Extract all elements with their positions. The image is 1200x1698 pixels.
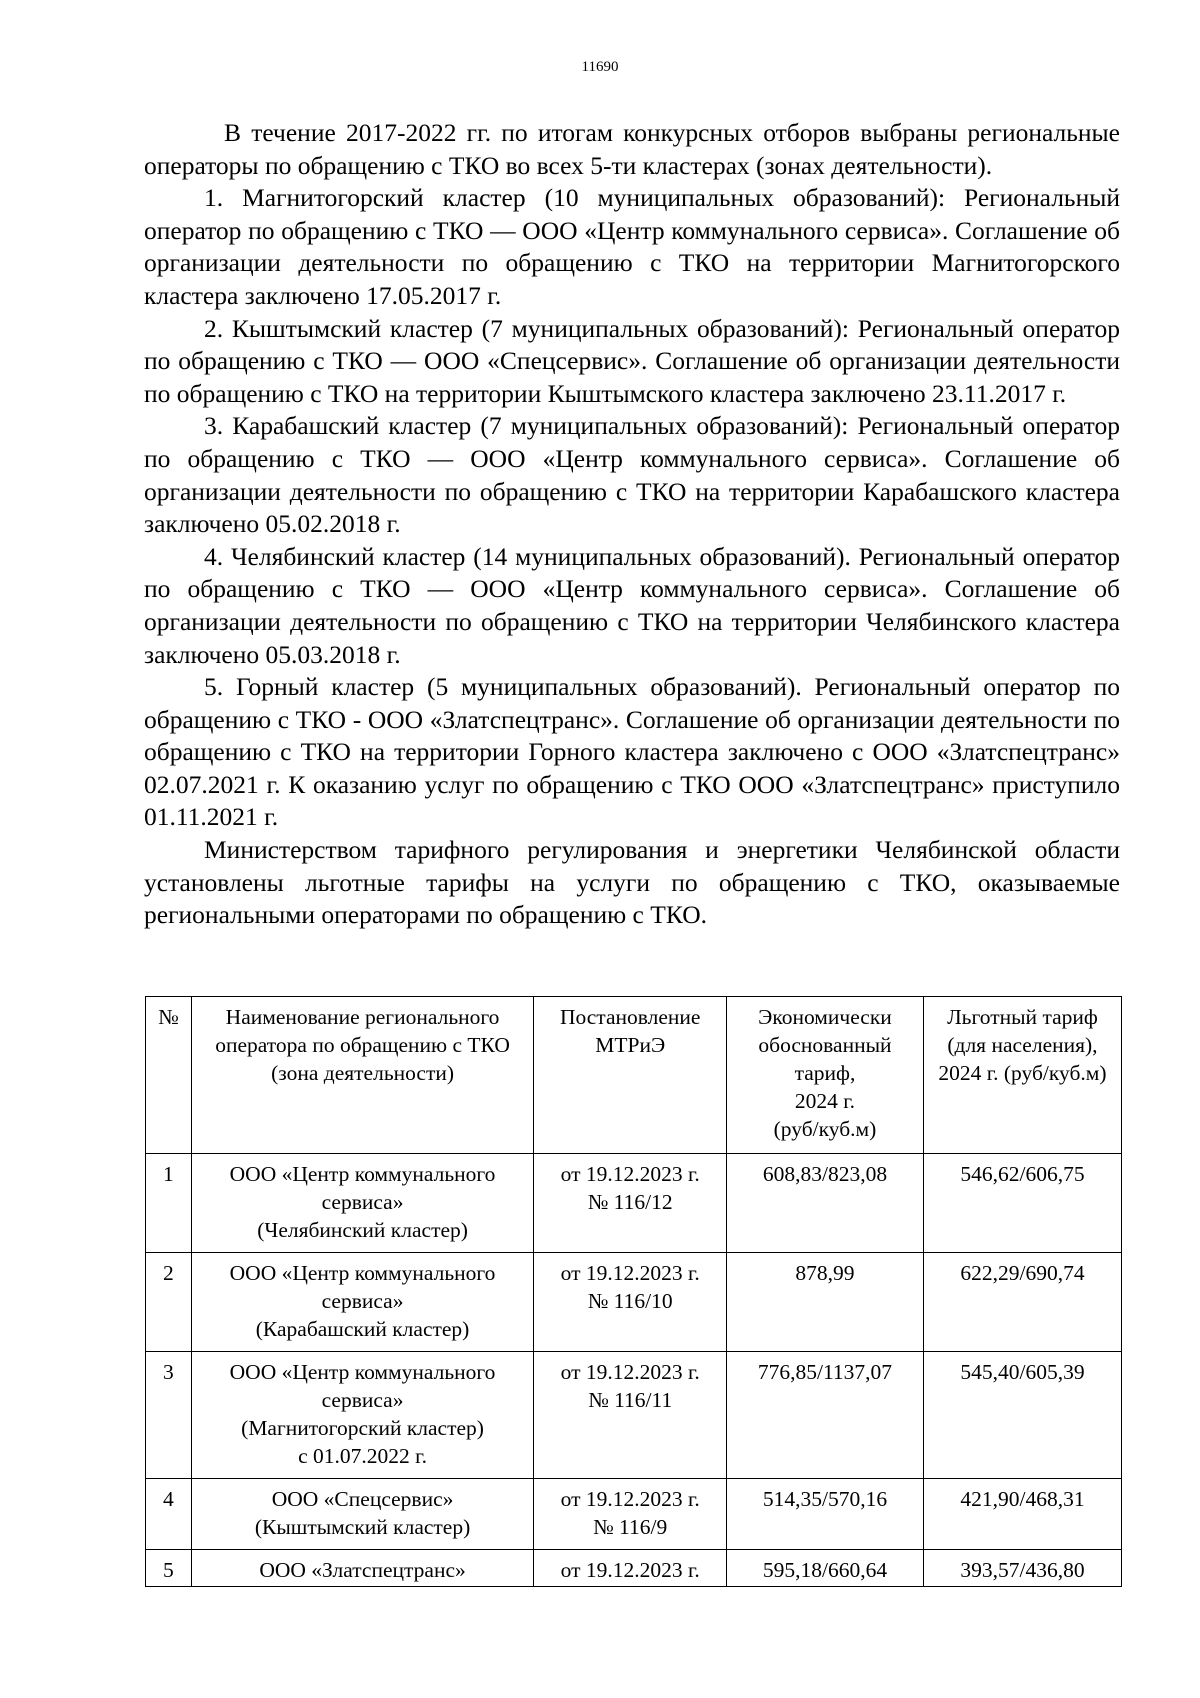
table-row xyxy=(146,1479,1122,1550)
row-operator: ООО «Центр коммунального сервиса» (Челябинский кластер) xyxy=(191,1154,534,1253)
header-economic-tariff: Экономически обоснованный тариф, 2024 г. (руб/куб.м) xyxy=(727,997,924,1154)
cluster-paragraph-karabash: 3. Карабашский кластер (7 муниципальных образований): Региональный оператор по обращению с ТКО — ООО «Центр коммунального сервиса». Соглашение об организации деятельности по обращению с ТКО на территории Карабашского кластера заключено 05.02.2018 г. xyxy=(144,411,1120,539)
row-economic-tariff: 878,99 xyxy=(727,1253,924,1352)
tariff-table xyxy=(145,996,1122,1587)
row-number: 1 xyxy=(146,1154,192,1253)
table-row xyxy=(146,1253,1122,1352)
header-number: № xyxy=(146,997,192,1154)
tariff-intro-paragraph: Министерством тарифного регулирования и энергетики Челябинской области установлены льготные тарифы на услуги по обращению с ТКО, оказываемые региональными операторами по обращению с ТКО. xyxy=(144,835,1120,930)
header-operator: Наименование регионального оператора по обращению с ТКО (зона деятельности) xyxy=(191,997,534,1154)
row-operator: ООО «Центр коммунального сервиса» (Карабашский кластер) xyxy=(191,1253,534,1352)
page-number: 11690 xyxy=(581,59,619,75)
row-operator: ООО «Златспецтранс» xyxy=(191,1550,534,1587)
row-decree: от 19.12.2023 г. xyxy=(534,1550,727,1587)
cluster-paragraph-magnitogorsk: 1. Магнитогорский кластер (10 муниципальных образований): Региональный оператор по обращению с ТКО — ООО «Центр коммунального сервиса». Соглашение об организации деятельности по обращению с ТКО на территории Магнитогорского кластера заключено 17.05.2017 г. xyxy=(144,183,1120,310)
cluster-paragraph-kyshtym: 2. Кыштымский кластер (7 муниципальных образований): Региональный оператор по обращению с ТКО — ООО «Спецсервис». Соглашение об организации деятельности по обращению с ТКО на территории Кыштымского кластера заключено 23.11.2017 г. xyxy=(144,313,1120,408)
header-decree: Постановление МТРиЭ xyxy=(534,997,727,1154)
table-header-row xyxy=(146,997,1122,1154)
row-number: 3 xyxy=(146,1352,192,1479)
intro-paragraph: В течение 2017-2022 гг. по итогам конкурсных отборов выбраны региональные операторы по обращению с ТКО во всех 5-ти кластерах (зонах деятельности). xyxy=(144,118,1120,180)
row-economic-tariff: 595,18/660,64 xyxy=(727,1550,924,1587)
row-decree: от 19.12.2023 г. № 116/12 xyxy=(534,1154,727,1253)
row-operator: ООО «Спецсервис» (Кыштымский кластер) xyxy=(191,1479,534,1550)
row-preferential-tariff: 546,62/606,75 xyxy=(923,1154,1121,1253)
row-operator: ООО «Центр коммунального сервиса» (Магнитогорский кластер) с 01.07.2022 г. xyxy=(191,1352,534,1479)
table-row xyxy=(146,1154,1122,1253)
row-decree: от 19.12.2023 г. № 116/11 xyxy=(534,1352,727,1479)
header-preferential-tariff: Льготный тариф (для населения), 2024 г. (руб/куб.м) xyxy=(923,997,1121,1154)
table-row xyxy=(146,1550,1122,1587)
row-decree: от 19.12.2023 г. № 116/9 xyxy=(534,1479,727,1550)
row-preferential-tariff: 545,40/605,39 xyxy=(923,1352,1121,1479)
row-preferential-tariff: 393,57/436,80 xyxy=(923,1550,1121,1587)
row-economic-tariff: 608,83/823,08 xyxy=(727,1154,924,1253)
cluster-paragraph-gorny: 5. Горный кластер (5 муниципальных образований). Региональный оператор по обращению с ТКО - ООО «Златспецтранс». Соглашение об организации деятельности по обращению с ТКО на территории Горного кластера заключено с ООО «Златспецтранс» 02.07.2021 г. К оказанию услуг по обращению с ТКО ООО «Златспецтранс» приступило 01.11.2021 г. xyxy=(144,672,1120,832)
document-body xyxy=(144,117,1120,932)
table-row xyxy=(146,1352,1122,1479)
row-economic-tariff: 514,35/570,16 xyxy=(727,1479,924,1550)
row-economic-tariff: 776,85/1137,07 xyxy=(727,1352,924,1479)
row-number: 2 xyxy=(146,1253,192,1352)
row-number: 4 xyxy=(146,1479,192,1550)
row-decree: от 19.12.2023 г. № 116/10 xyxy=(534,1253,727,1352)
row-number: 5 xyxy=(146,1550,192,1587)
row-preferential-tariff: 421,90/468,31 xyxy=(923,1479,1121,1550)
cluster-paragraph-chelyabinsk: 4. Челябинский кластер (14 муниципальных образований). Региональный оператор по обращению с ТКО — ООО «Центр коммунального сервиса». Соглашение об организации деятельности по обращению с ТКО на территории Челябинского кластера заключено 05.03.2018 г. xyxy=(144,541,1120,669)
row-preferential-tariff: 622,29/690,74 xyxy=(923,1253,1121,1352)
